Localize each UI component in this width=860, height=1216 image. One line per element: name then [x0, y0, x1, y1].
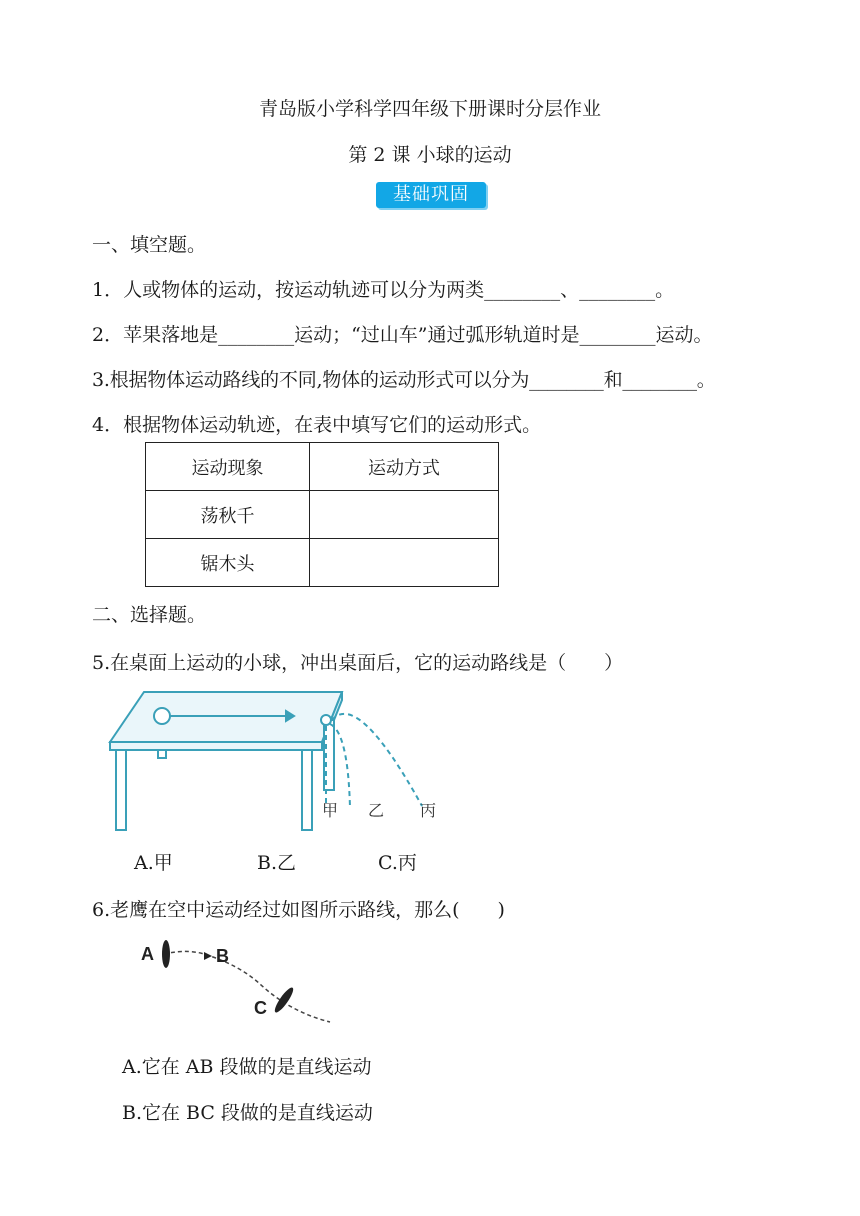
q6-option-b: B.它在 BC 段做的是直线运动	[122, 1102, 373, 1124]
table-leg-left	[116, 750, 126, 830]
point-label-b: B	[216, 946, 229, 966]
q5-option-c: C.丙	[378, 852, 417, 874]
table-cell-answer	[310, 491, 499, 539]
section-heading-choice: 二、选择题。	[92, 604, 207, 626]
lesson-title: 第 2 课 小球的运动	[348, 144, 512, 166]
ball-shape	[154, 708, 170, 724]
table-leg-front-right	[302, 750, 312, 830]
table-cell-phenomenon: 荡秋千	[146, 491, 310, 539]
eagle-path-figure	[140, 930, 340, 1030]
table-row	[146, 491, 499, 539]
q6-option-a: A.它在 AB 段做的是直线运动	[122, 1056, 372, 1078]
tabletop-edge	[110, 742, 322, 750]
question-4: 4．根据物体运动轨迹，在表中填写它们的运动形式。	[92, 414, 542, 436]
question-3: 3.根据物体运动路线的不同,物体的运动形式可以分为________和________。	[92, 369, 716, 391]
question-6-stem: 6.老鹰在空中运动经过如图所示路线，那么( )	[92, 899, 505, 921]
point-label-c: C	[254, 998, 267, 1018]
q5-option-b: B.乙	[257, 852, 297, 874]
question-1: 1．人或物体的运动，按运动轨迹可以分为两类________、________。	[92, 279, 675, 301]
question-5-stem: 5.在桌面上运动的小球，冲出桌面后，它的运动路线是（ ）	[92, 652, 624, 674]
table-cell-phenomenon: 锯木头	[146, 539, 310, 587]
table-cell-answer	[310, 539, 499, 587]
worksheet-title: 青岛版小学科学四年级下册课时分层作业	[258, 98, 601, 120]
table-header-cell: 运动现象	[146, 443, 310, 491]
table-row	[146, 539, 499, 587]
motion-table	[145, 442, 499, 587]
label-yi: 乙	[368, 801, 385, 820]
label-bing: 丙	[420, 801, 437, 820]
table-header-cell: 运动方式	[310, 443, 499, 491]
flight-path	[164, 951, 330, 1022]
section-badge: 基础巩固	[376, 182, 486, 208]
section-heading-fill-blank: 一、填空题。	[92, 234, 207, 256]
question-2: 2．苹果落地是________运动；“过山车”通过弧形轨道时是________运动。	[92, 324, 713, 346]
table-header-row	[146, 443, 499, 491]
eagle-c-shape	[272, 985, 296, 1014]
table-ball-figure	[100, 680, 450, 830]
label-jia: 甲	[322, 801, 339, 820]
point-label-a: A	[141, 944, 154, 964]
q5-option-a: A.甲	[134, 852, 173, 874]
eagle-a-shape	[162, 940, 170, 968]
